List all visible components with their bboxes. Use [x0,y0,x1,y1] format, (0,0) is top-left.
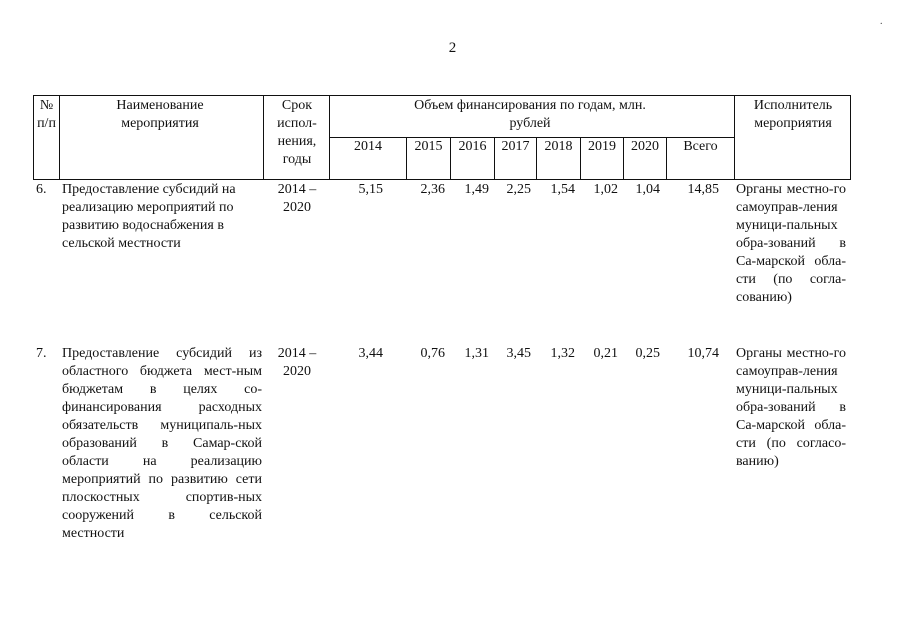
row-value-2015: 2,36 [420,182,445,197]
row-name: Предоставление субсидий на реализацию мероприятий по развитию водоснабжения в сельской местности [62,182,236,251]
rule-v12 [850,95,851,180]
header-executor: Исполнитель мероприятия [753,98,833,131]
rule-v11 [734,95,735,180]
corner-mark: . [880,16,883,27]
row-name: Предоставление субсидий из областного бюджета мест-ным бюджетам в целях со-финансирования расходных обязательств муниципаль-ных образований в Самар-ской области на реализацию мероприятий по развитию сети плоскостных спортив-ных сооружений в сельской местности [62,346,262,541]
header-num: № п/п [37,98,56,131]
row-value-2017: 2,25 [506,182,531,197]
header-funding: Объем финансирования по годам, млн. рублей [414,98,646,131]
row-value-2020: 0,25 [635,346,660,361]
row-value-2015: 0,76 [420,346,445,361]
row-total: 14,85 [687,182,719,197]
page-number: 2 [448,40,457,56]
row-num: 7. [36,346,47,361]
row-value-2016: 1,49 [464,182,489,197]
header-year-2017: 2017 [501,139,530,154]
row-value-2016: 1,31 [464,346,489,361]
header-year-2019: 2019 [588,139,616,154]
row-num: 6. [36,182,47,197]
header-year-2018: 2018 [544,139,573,154]
row-value-2014: 5,15 [358,182,383,197]
row-executor: Органы местно-го самоуправ-ления муници-пальных обра-зований в Са-марской обла-сти (по согласо-ванию) [736,346,846,469]
header-year-2014: 2014 [354,139,382,154]
row-value-2017: 3,45 [506,346,531,361]
header-year-2020: 2020 [631,139,659,154]
row-value-2014: 3,44 [358,346,383,361]
rule-v1 [59,95,60,180]
row-total: 10,74 [687,346,719,361]
row-value-2019: 0,21 [593,346,618,361]
row-value-2019: 1,02 [593,182,618,197]
rule-v2 [263,95,264,180]
row-term: 2014 – 2020 [277,182,317,215]
rule-header-bottom [33,179,851,180]
row-executor: Органы местно-го самоуправ-ления муници-пальных обра-зований в Са-марской обла-сти (по согла-сованию) [736,182,846,305]
row-value-2020: 1,04 [635,182,660,197]
row-value-2018: 1,32 [550,346,575,361]
row-value-2018: 1,54 [550,182,575,197]
header-term: Срок испол-нения, годы [277,98,317,167]
header-total: Всего [683,139,718,154]
rule-top [33,95,851,96]
row-term: 2014 – 2020 [277,346,317,379]
header-year-2016: 2016 [458,139,487,154]
header-name: Наименование мероприятия [116,98,204,131]
header-year-2015: 2015 [414,139,443,154]
